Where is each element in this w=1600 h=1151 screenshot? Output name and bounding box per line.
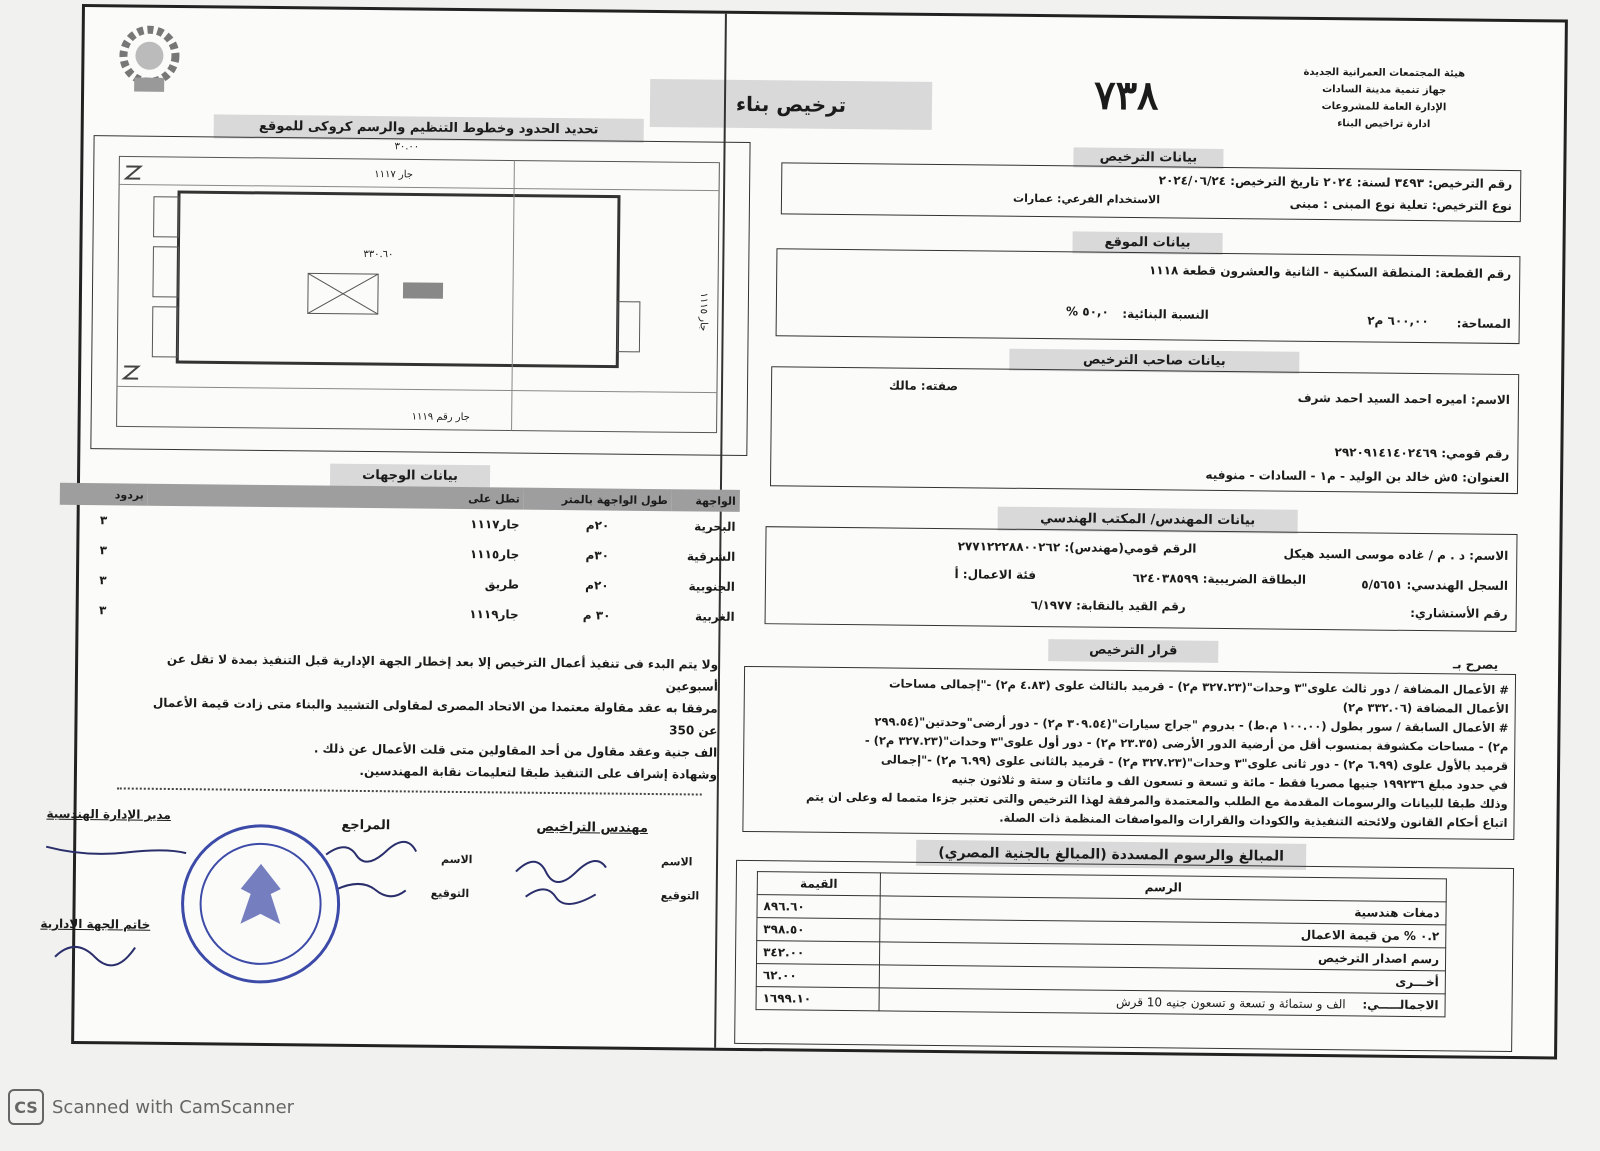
engineer-tax: البطاقة الضريبية: ٦٢٤٠٣٨٥٩٩ [1132, 571, 1307, 587]
gear-logo-icon [104, 17, 195, 98]
site-plan-title: تحديد الحدود وخطوط التنظيم والرسم كروكى للموقع [214, 114, 644, 143]
license-subuse: الاستخدام الفرعي: عمارات [1013, 191, 1161, 207]
site-box [776, 248, 1521, 344]
decision-permitted: يصرح بـ [1452, 657, 1499, 672]
east-neighbor-label: جار ١١١٥ [697, 292, 710, 332]
org-line: هيئة المجتمعات العمرانية الجديدة [1303, 66, 1466, 80]
facade-length: ٣٠ م [582, 608, 611, 623]
engineer-syndicate: رقم القيد بالنقابة: ٦/١٩٧٧ [1030, 597, 1186, 614]
owner-national-id: رقم قومي: ٢٩٢٠٩١٤١٤٠٢٤٦٩ [1334, 445, 1510, 461]
owner-box [770, 366, 1519, 494]
owner-name: الاسم: اميره احمد السيد احمد شرف [1297, 390, 1511, 407]
fee-label: أخـــرى [879, 965, 1445, 994]
decision-line: اتباع أحكام القانون ولائحته التنفيذية والكودات والقرارات والمواصفات المنظمة ذات الصلة. [999, 810, 1508, 830]
parcel-line: رقم القطعة: المنطقة السكنية - الثانية والعشرون قطعة ١١١٨ [1148, 263, 1512, 281]
facade-name: البحرية [694, 519, 736, 534]
fees-table [756, 871, 1447, 1017]
engineer-works-class: فئة الاعمال: أ [954, 567, 1037, 583]
fees-fee-header: الرسم [880, 873, 1446, 902]
south-neighbor-label: جار رقم ١١١٩ [411, 411, 470, 424]
note-line: الف جنية وعقد مقاول من أحد المقاولين متى قلت الأعمال عن ذلك . [313, 741, 718, 760]
decision-line: وذلك طبقا للبيانات والرسومات المقدمة مع الطلب والمعتمدة والمرفقة لهذا الترخيص والتى تعتبر جزءا متمما له وعلى ان يتم [806, 789, 1508, 811]
org-header [1284, 64, 1485, 134]
fee-value: ٨٩٦.٦٠ [757, 895, 880, 919]
owner-section-title: بيانات صاحب الترخيص [1009, 349, 1299, 374]
facade-setback: ٣ [98, 603, 107, 618]
owner-capacity: صفته: مالك [888, 378, 959, 394]
facade-length-header: طول الواجهة بالمتر [524, 488, 672, 512]
fee-label: ٠.٢ % من قيمة الاعمال [880, 919, 1446, 948]
license-document [40, 4, 1568, 1060]
note-line: وشهادة إشراف على التنفيذ طبقا لتعليمات نقابة المهندسين. [359, 763, 718, 782]
dotted-separator [117, 787, 702, 795]
engineer-registry: السجل الهندسي: ٥/٥٦٥١ [1361, 577, 1509, 593]
decision-line: # الأعمال المضافة / دور ثالث علوى"٣ وحدات"(٣٢٧.٢٣ م٢) - قرميد بالثالث علوى (٤.٨٣ م٢) -"إجمالى مساحات [888, 676, 1509, 697]
facade-setback: ٣ [99, 543, 108, 558]
engineer-national-id: الرقم قومي(مهندس): ٢٧٧١٢٢٢٨٨٠٠٢٦٢ [957, 539, 1197, 556]
facade-length: ٣٠م [585, 548, 610, 563]
fee-label: دمغات هندسية [880, 896, 1446, 925]
org-line: الإدارة العامة للمشروعات [1321, 100, 1447, 114]
note-line: مرفقا به عقد مقاولة معتمدا من الاتحاد المصرى لمقاولى التشييد والبناء متى زادت قيمة الأعمال عن 350 [152, 695, 718, 738]
facade-name: الغربية [694, 609, 735, 624]
org-line: ادارة تراخيص البناء [1337, 118, 1431, 131]
dim-inner-label: ٣٣٠.٦٠ [363, 248, 394, 261]
dim-top-label: ٣٠.٠٠ [394, 141, 420, 153]
facade-setback: ٣ [99, 573, 107, 588]
site-section-title: بيانات الموقع [1072, 231, 1222, 255]
fees-total-label: الاجمالـــــي: [1362, 997, 1439, 1013]
engineer-box [765, 526, 1518, 632]
decision-line: # الأعمال السابقة / سور بطول (١٠٠.٠٠ م.ط) - بدروم "جراج سيارات"(٣٠٩.٥٤ م٢) - دور أرضى"وحدتين"(٢٩٩.٥٤ [874, 714, 1509, 735]
engineer-section-title: بيانات المهندس/ المكتب الهندسي [998, 507, 1298, 534]
fees-box [734, 860, 1514, 1052]
ratio-value: ٥٠,٠ % [1066, 304, 1109, 319]
facade-length: ٢٠م [585, 518, 610, 533]
license-section-title: بيانات الترخيص [1073, 147, 1223, 169]
facade-overlooks: طريق [484, 577, 520, 592]
note-line: ولا يتم البدء فى تنفيذ أعمال الترخيص إلا بعد إخطار الجهة الإدارية قبل التنفيذ بمدة لا تقل عن أسبوعين [166, 651, 719, 694]
facade-name: الشرقية [686, 549, 736, 564]
facade-length: ٢٠م [585, 578, 609, 593]
decision-line: قرميد بالأول علوى (٦.٩٩ م٢) - دور ثانى علوى"٣ وحدات"(٣٢٧.٢٣ م٢) - قرميد بالثانى علوى (٦.٩٩ م٢) -"إجمالى [880, 752, 1509, 773]
facade-overlooks: جار١١١٥ [469, 547, 520, 562]
engineer-sign-label: التوقيع [660, 889, 700, 903]
engineer-name-label: الاسم [660, 855, 693, 869]
decision-line: في حدود مبلغ ١٩٩٢٣٦ جنيها مصريا فقط - مائة و تسعة و تسعون الف و مائتان و ستة و ثلاثون جنيه [951, 772, 1508, 792]
table-row [58, 595, 738, 632]
decision-section-title: قرار الترخيص [1048, 639, 1218, 663]
facade-overlooks-header: تطل على [148, 484, 524, 510]
owner-address: العنوان: ٥ش خالد بن الوليد - م١ - السادات - منوفيه [1205, 467, 1510, 485]
camscanner-watermark [8, 1089, 294, 1125]
fees-value-header: القيمة [757, 872, 880, 896]
engineer-title: مهندس التراخيص [536, 819, 648, 836]
site-plan-frame [90, 135, 750, 456]
fee-value: ٣٩٨.٥٠ [757, 918, 880, 942]
official-seal-icon [165, 818, 357, 990]
fee-label: رسم اصدار الترخيص [879, 942, 1445, 971]
fees-total-value: ١٦٩٩.١٠ [756, 987, 879, 1011]
reviewer-name-label: الاسم [440, 852, 473, 867]
area-label: المساحة: [1456, 316, 1511, 331]
license-line-1: رقم الترخيص: ٣٤٩٣ لسنة: ٢٠٢٤ تاريخ الترخيص: ٢٠٢٤/٠٦/٢٤ [1158, 173, 1513, 191]
manager-title: مدير الإدارة الهندسية [46, 806, 171, 822]
page-title: ترخيص بناء [650, 79, 932, 130]
org-line: جهاز تنمية مدينة السادات [1322, 83, 1447, 97]
engineer-consult: رقم الأستشاري: [1410, 605, 1508, 621]
decision-line: الأعمال المضافة (٣٣٢.٠٦ م٢) [1342, 700, 1509, 716]
reviewer-title: المراجع [341, 817, 391, 834]
facade-setback: ٣ [99, 513, 108, 528]
reviewer-sign-label: التوقيع [430, 886, 470, 901]
area-value: ٦٠٠,٠٠ م٢ [1367, 313, 1429, 329]
north-neighbor-label: جار ١١١٧ [374, 169, 414, 181]
fees-section-title: المبالغ والرسوم المسددة (المبالغ بالجنية المصري) [916, 840, 1306, 870]
camscanner-logo-icon: CS [8, 1089, 44, 1125]
fees-total-cell [879, 988, 1445, 1017]
facades-table [58, 483, 739, 632]
facade-name: الجنوبية [688, 579, 736, 594]
engineer-name: الاسم: د . م / غاده موسى السيد هيكل [1283, 546, 1509, 563]
camscanner-text: Scanned with CamScanner [52, 1096, 295, 1118]
site-plan-drawing [91, 136, 749, 455]
license-box [781, 162, 1522, 222]
seal-title: خاتم الجهة الادارية [40, 916, 151, 932]
ratio-label: النسبة البنائية: [1122, 306, 1209, 322]
decision-line: م٢) - مساحات مكشوفة بمنسوب أقل من أرضية الدور الأرضى (٢٣.٣٥ م٢) - دور أول علوى"٣ وحدات"(٣٢٧.٢٣ م٢) - [864, 733, 1509, 754]
fee-value: ٣٤٢.٠٠ [756, 941, 879, 965]
facade-setback-header: بردود [60, 483, 148, 506]
decision-box [742, 666, 1516, 840]
facade-overlooks: جار١١١٩ [469, 607, 519, 622]
license-line-2: نوع الترخيص: تعلية نوع المبنى : مبنى [1289, 196, 1513, 213]
handwritten-number: ٧٣٨ [1093, 71, 1159, 120]
fees-total-words: الف و ستمائة و تسعة و تسعون جنيه 10 قرش [1115, 994, 1346, 1012]
facades-title: بيانات الوجهات [330, 464, 490, 490]
fee-value: ٦٢.٠٠ [756, 964, 879, 988]
facade-header: الواجهة [672, 489, 740, 512]
facade-overlooks: جار١١١٧ [470, 517, 520, 532]
notes-block [137, 648, 718, 786]
